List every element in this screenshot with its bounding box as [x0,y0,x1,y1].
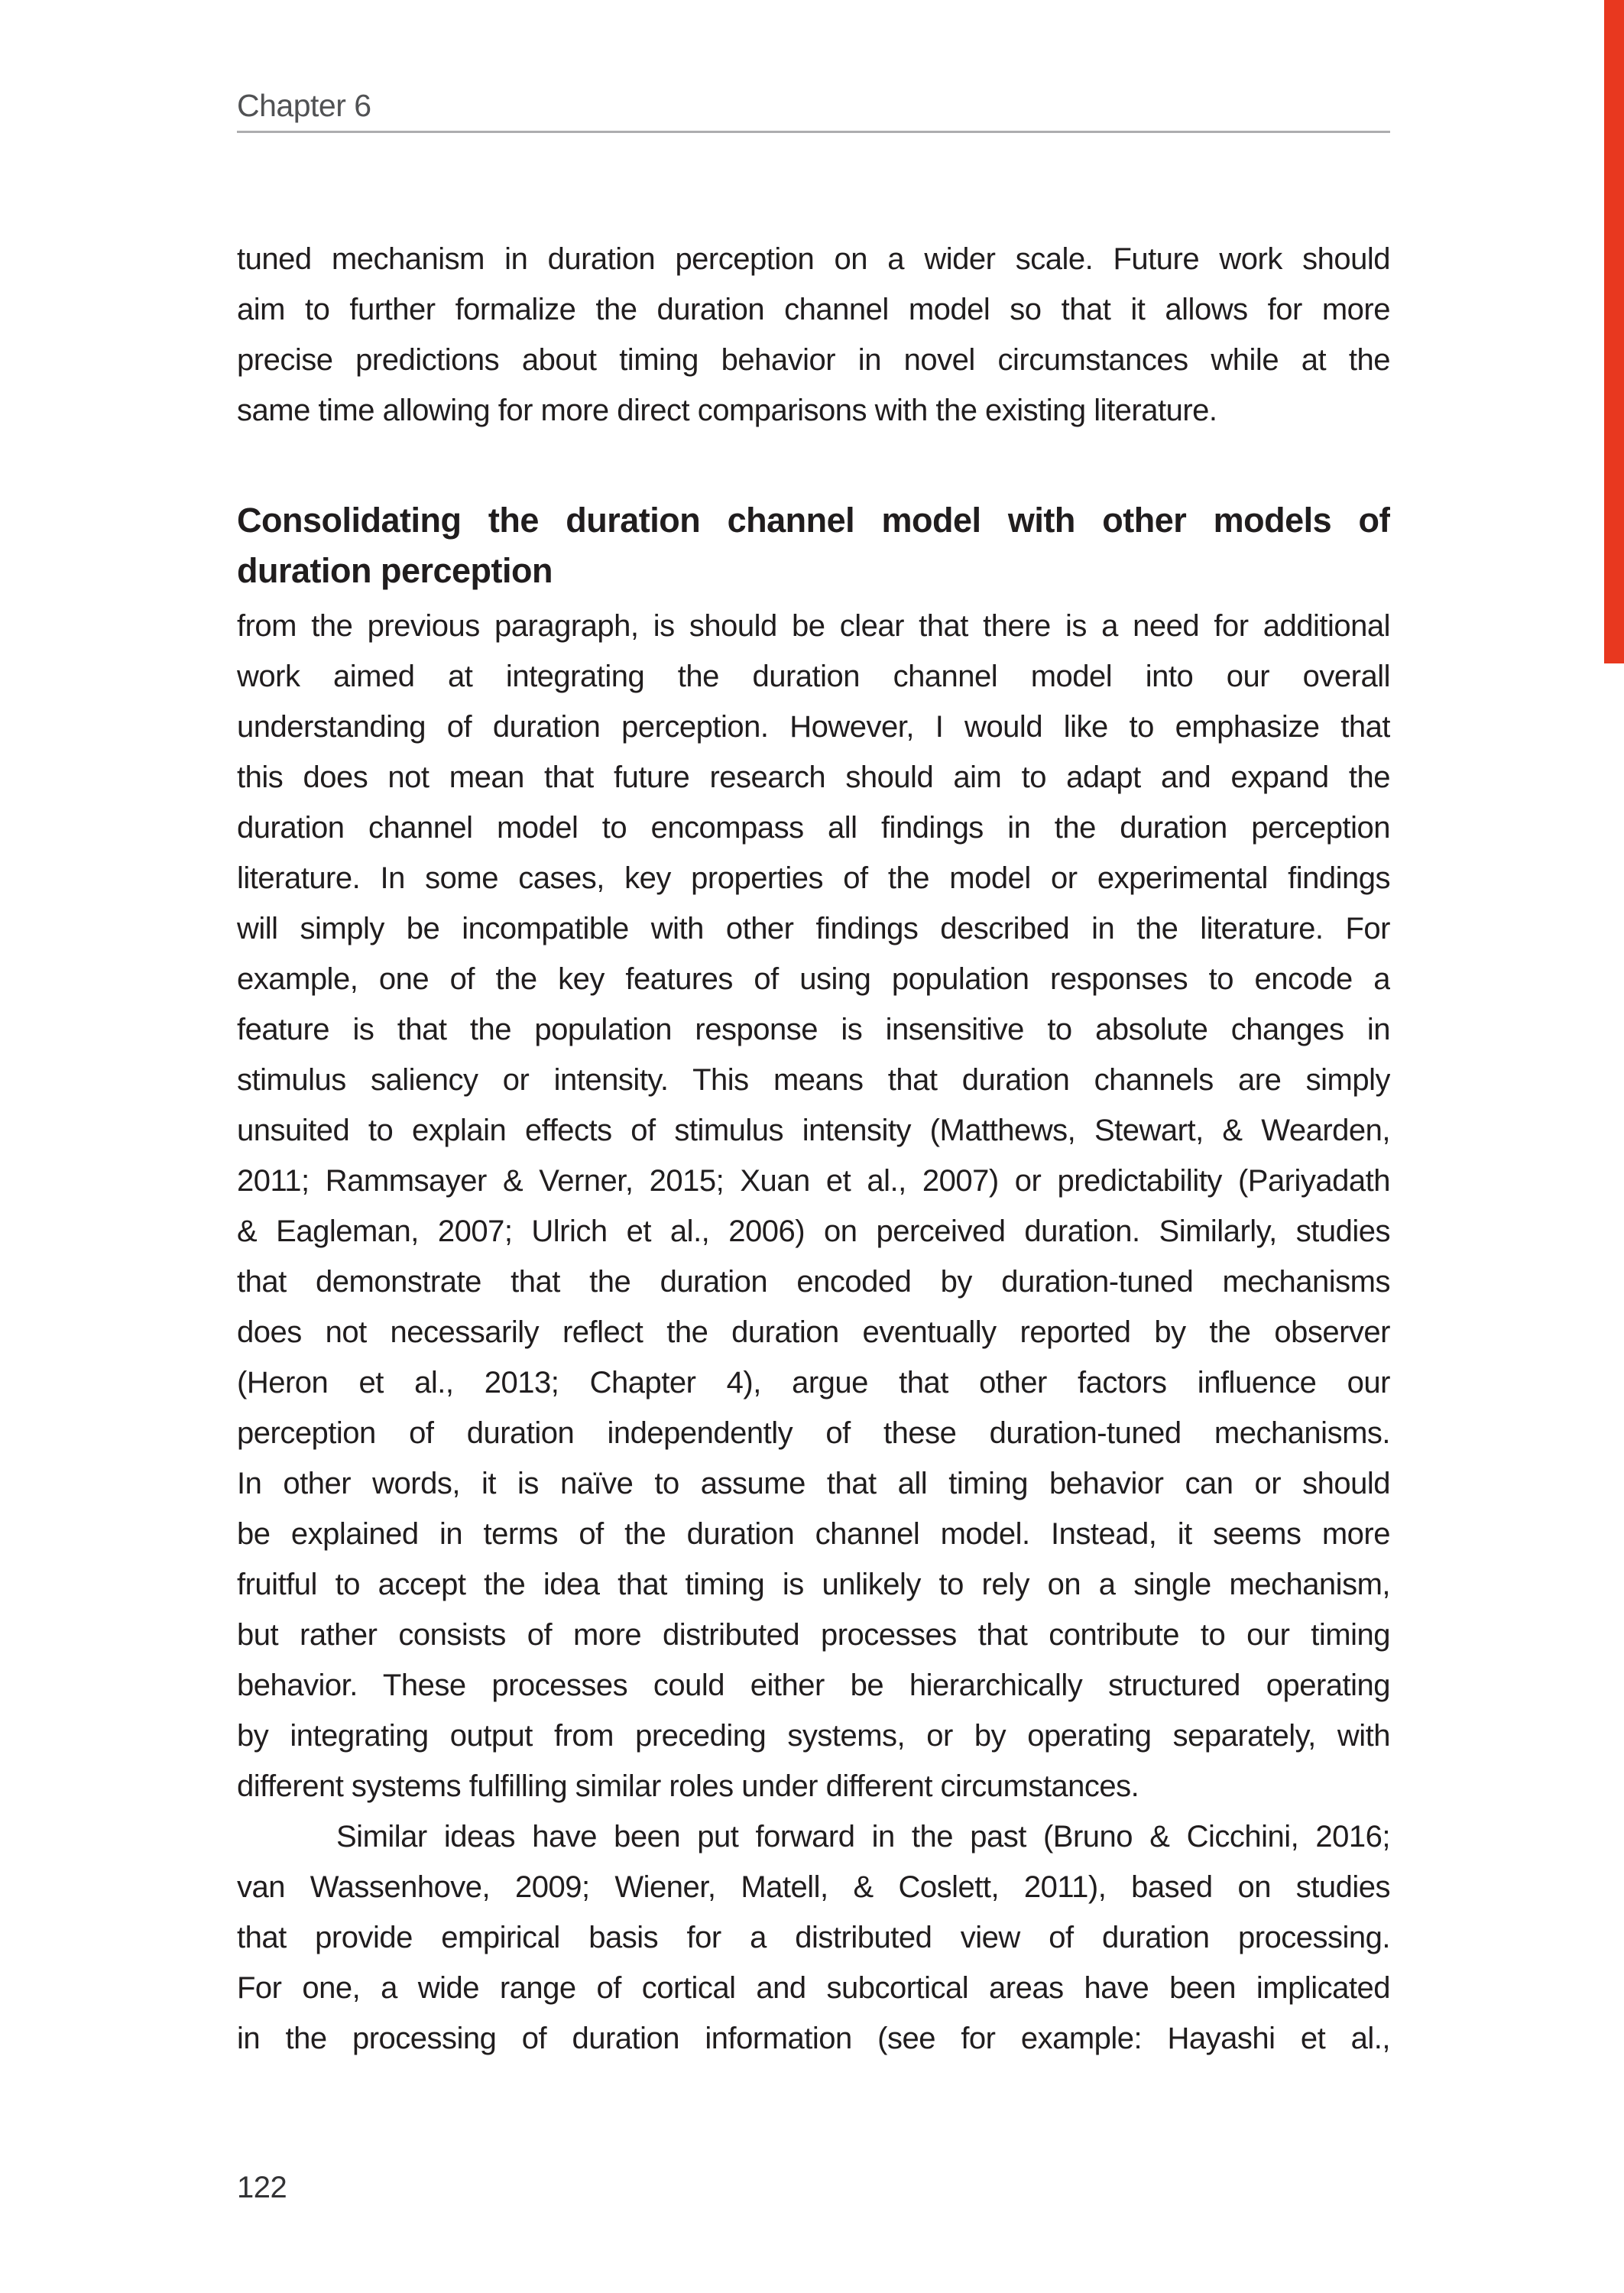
paragraph-main [237,601,1390,1811]
paragraph-similar-ideas [237,1811,1390,2064]
section-heading [237,494,1390,595]
text-line: perception of duration independently of these duration-tuned mechanisms. [237,1416,1390,1450]
text-line: that provide empirical basis for a distributed view of duration processing. [237,1921,1390,1954]
text-line: Similar ideas have been put forward in the past (Bruno & Cicchini, 2016; [336,1820,1390,1854]
text-line: work aimed at integrating the duration channel model into our overall [237,660,1390,693]
text-line: stimulus saliency or intensity. This means that duration channels are simply [237,1063,1390,1097]
text-line: in the processing of duration information (see for example: Hayashi et al., [237,2022,1390,2055]
running-header-chapter: Chapter 6 [237,88,371,123]
text-line: by integrating output from preceding systems, or by operating separately, with [237,1719,1390,1753]
text-line: literature. In some cases, key properties of the model or experimental findings [237,861,1390,895]
text-line: be explained in terms of the duration channel model. Instead, it seems more [237,1517,1390,1551]
text-line: feature is that the population response is insensitive to absolute changes in [237,1013,1390,1046]
text-line: example, one of the key features of using population responses to encode a [237,962,1390,996]
text-line: precise predictions about timing behavior in novel circumstances while at the [237,343,1390,377]
text-line: behavior. These processes could either be hierarchically structured operating [237,1669,1390,1702]
text-line: (Heron et al., 2013; Chapter 4), argue that other factors influence our [237,1366,1390,1399]
text-line: unsuited to explain effects of stimulus intensity (Matthews, Stewart, & Wearden, [237,1114,1390,1147]
text-line: aim to further formalize the duration channel model so that it allows for more [237,293,1390,326]
text-line: from the previous paragraph, is should be clear that there is a need for additional [237,609,1390,643]
text-line: Consolidating the duration channel model with other models of [237,501,1390,540]
text-line: & Eagleman, 2007; Ulrich et al., 2006) on perceived duration. Similarly, studies [237,1215,1390,1248]
text-line: understanding of duration perception. However, I would like to emphasize that [237,710,1390,744]
text-line: fruitful to accept the idea that timing is unlikely to rely on a single mechanism, [237,1568,1390,1601]
chapter-edge-tab [1604,0,1624,663]
text-line: For one, a wide range of cortical and subcortical areas have been implicated [237,1971,1390,2005]
text-line: In other words, it is naïve to assume that all timing behavior can or should [237,1467,1390,1500]
header-rule [237,131,1390,133]
text-line: tuned mechanism in duration perception on a wider scale. Future work should [237,242,1390,276]
text-line: different systems fulfilling similar roles under different circumstances. [237,1769,1139,1803]
text-line: same time allowing for more direct comparisons with the existing literature. [237,394,1217,427]
text-line: 2011; Rammsayer & Verner, 2015; Xuan et al., 2007) or predictability (Pariyadath [237,1164,1390,1198]
text-line: this does not mean that future research should aim to adapt and expand the [237,761,1390,794]
text-line: that demonstrate that the duration encoded by duration-tuned mechanisms [237,1265,1390,1299]
page-number: 122 [237,2171,287,2204]
text-line: does not necessarily reflect the duration eventually reported by the observer [237,1315,1390,1349]
paragraph-intro [237,234,1390,436]
text-line: but rather consists of more distributed processes that contribute to our timing [237,1618,1390,1652]
text-line: duration channel model to encompass all findings in the duration perception [237,811,1390,845]
text-line: duration perception [237,551,553,590]
text-line: will simply be incompatible with other findings described in the literature. For [237,912,1390,945]
text-line: van Wassenhove, 2009; Wiener, Matell, & Coslett, 2011), based on studies [237,1870,1390,1904]
